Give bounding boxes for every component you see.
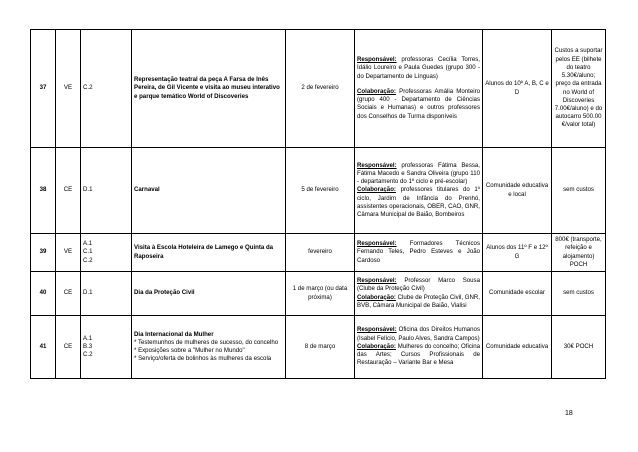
activity-cost: 30€ POCH — [552, 316, 606, 379]
spacer — [357, 81, 480, 88]
responsibility-entry — [357, 162, 480, 187]
activity-description — [132, 316, 286, 379]
responsibility-text: professoras Fátima Bessa, Fátima Macedo e Sandra Oliveira (grupo 110 - departamento do 1º ciclo e pré-escolar) — [357, 161, 480, 186]
objective-code: D.1 — [83, 186, 93, 194]
activity-type: VE — [56, 234, 81, 272]
objective-codes — [81, 272, 132, 316]
activity-title: Dia Internacional da Mulher — [134, 330, 214, 338]
responsibility-entry — [357, 343, 480, 368]
objective-codes — [81, 148, 132, 234]
table-row — [31, 30, 606, 148]
table-body — [31, 30, 606, 379]
activity-number: 37 — [31, 30, 56, 148]
objective-code: A.1 — [83, 240, 93, 248]
activity-type: CE — [56, 148, 81, 234]
target-audience: Comunidade educativa — [483, 316, 552, 379]
responsibility-label: Colaboração: — [357, 186, 396, 194]
responsibility-label: Colaboração: — [357, 342, 396, 350]
activity-cost: sem custos — [552, 148, 606, 234]
responsible-people — [355, 148, 483, 234]
responsibility-label: Responsável: — [357, 161, 397, 169]
responsibility-text: professoras Cecília Torres, Idálio Loureiro e Paula Guedes (grupo 300 - do Departamento de Línguas) — [357, 56, 480, 80]
activity-number: 39 — [31, 234, 56, 272]
responsibility-label: Responsável: — [357, 56, 397, 64]
responsibility-label: Responsável: — [357, 326, 397, 334]
responsible-people — [355, 272, 483, 316]
activity-type: CE — [56, 272, 81, 316]
activity-date: 1 de março (ou data próxima) — [286, 272, 355, 316]
objective-codes — [81, 30, 132, 148]
responsibility-entry — [357, 56, 480, 81]
activity-date: fevereiro — [286, 234, 355, 272]
objective-codes — [81, 234, 132, 272]
responsibility-entry — [357, 277, 480, 293]
activity-description — [132, 148, 286, 234]
table-row — [31, 148, 606, 234]
target-audience: Comunidade escolar — [483, 272, 552, 316]
responsibility-label: Responsável: — [357, 240, 397, 248]
objective-code: A.1 — [83, 334, 93, 342]
responsible-people — [355, 316, 483, 379]
responsibility-text: Formadores Técnicos Fernando Teles, Pedro Esteves e João Cardoso — [357, 240, 480, 264]
target-audience: Alunos dos 11º F e 12º G — [483, 234, 552, 272]
target-audience: Alunos do 10º A, B, C e D — [483, 30, 552, 148]
activity-description — [132, 272, 286, 316]
activity-title: Dia da Proteção Civil — [134, 289, 195, 297]
responsibility-entry — [357, 88, 480, 121]
activity-date: 5 de fevereiro — [286, 148, 355, 234]
table-row — [31, 316, 606, 379]
objective-code: C.2 — [83, 256, 93, 264]
objective-code: D.1 — [83, 289, 93, 297]
activity-number: 41 — [31, 316, 56, 379]
target-audience: Comunidade educativa e local — [483, 148, 552, 234]
page-number: 18 — [565, 410, 573, 417]
activity-plan-table — [30, 29, 606, 379]
responsibility-label: Colaboração: — [357, 293, 396, 301]
table-row — [31, 234, 606, 272]
activity-number: 40 — [31, 272, 56, 316]
responsibility-text: Mulheres do concelho; Oficina das Artes; Cursos Profissionais de Restauração – Variante Bar e Mesa — [357, 342, 480, 367]
responsibility-entry — [357, 326, 480, 342]
responsibility-entry — [357, 240, 480, 265]
responsible-people — [355, 30, 483, 148]
activity-title: Representação teatral da peça A Farsa de Inês Pereira, de Gil Vicente e visita ao museu interativo e parque temático World of Discoveries — [134, 76, 280, 100]
responsibility-label: Responsável: — [357, 277, 397, 285]
activity-detail: * Testemunhos de mulheres de sucesso, do concelho — [134, 338, 279, 346]
activity-detail: * Exposições sobre a "Mulher no Mundo" — [134, 347, 245, 354]
objective-code: C.2 — [83, 84, 93, 92]
responsibility-label: Colaboração: — [357, 87, 396, 95]
objective-code: B.3 — [83, 342, 93, 350]
objective-codes — [81, 316, 132, 379]
responsibility-text: Professoras Amália Monteiro (grupo 400 - Departamento de Ciências Sociais e Humanas) e outros professores dos Conselhos de Turma disponíveis — [357, 87, 480, 120]
responsibility-text: Oficina dos Direitos Humanos (Isabel Felício, Paulo Alves, Sandra Campos) — [357, 326, 480, 342]
objective-code: C.1 — [83, 248, 93, 256]
responsibility-text: Clube de Proteção Civil, GNR, BVB, Câmara Municipal de Baião, Vialisi — [357, 293, 480, 309]
responsible-people — [355, 234, 483, 272]
activity-cost: Custos a suportar pelos EE (bilhete do teatro 5.30€/aluno; preço da entrada no World of Discoveries 7.00€/aluno) e do autocarro 500.00 €/valor total) — [552, 30, 606, 148]
responsibility-entry — [357, 294, 480, 310]
activity-date: 2 de fevereiro — [286, 30, 355, 148]
responsibility-text: Professor Marco Sousa (Clube da Proteção Civil) — [357, 277, 480, 293]
objective-code: C.2 — [83, 351, 93, 359]
table-row — [31, 272, 606, 316]
responsibility-text: professores titulares do 1º ciclo, Jardim de Infância do Prenhó, assistentes operacionais, OBER, CAO, GNR, Câmara Municipal de Baião, Bombeiros — [357, 186, 480, 218]
activity-type: VE — [56, 30, 81, 148]
activity-type: CE — [56, 316, 81, 379]
activity-title: Carnaval — [134, 186, 160, 194]
activity-cost: 800€ (transporte, refeição e alojamento) POCH — [552, 234, 606, 272]
activity-number: 38 — [31, 148, 56, 234]
activity-title: Visita à Escola Hoteleira de Lamego e Quinta da Raposeira — [134, 244, 274, 260]
activity-date: 8 de março — [286, 316, 355, 379]
responsibility-entry — [357, 186, 480, 219]
activity-detail: * Serviço/oferta de bolinhos às mulheres da escola — [134, 355, 272, 363]
activity-cost: sem custos — [552, 272, 606, 316]
activity-description — [132, 30, 286, 148]
activity-description — [132, 234, 286, 272]
